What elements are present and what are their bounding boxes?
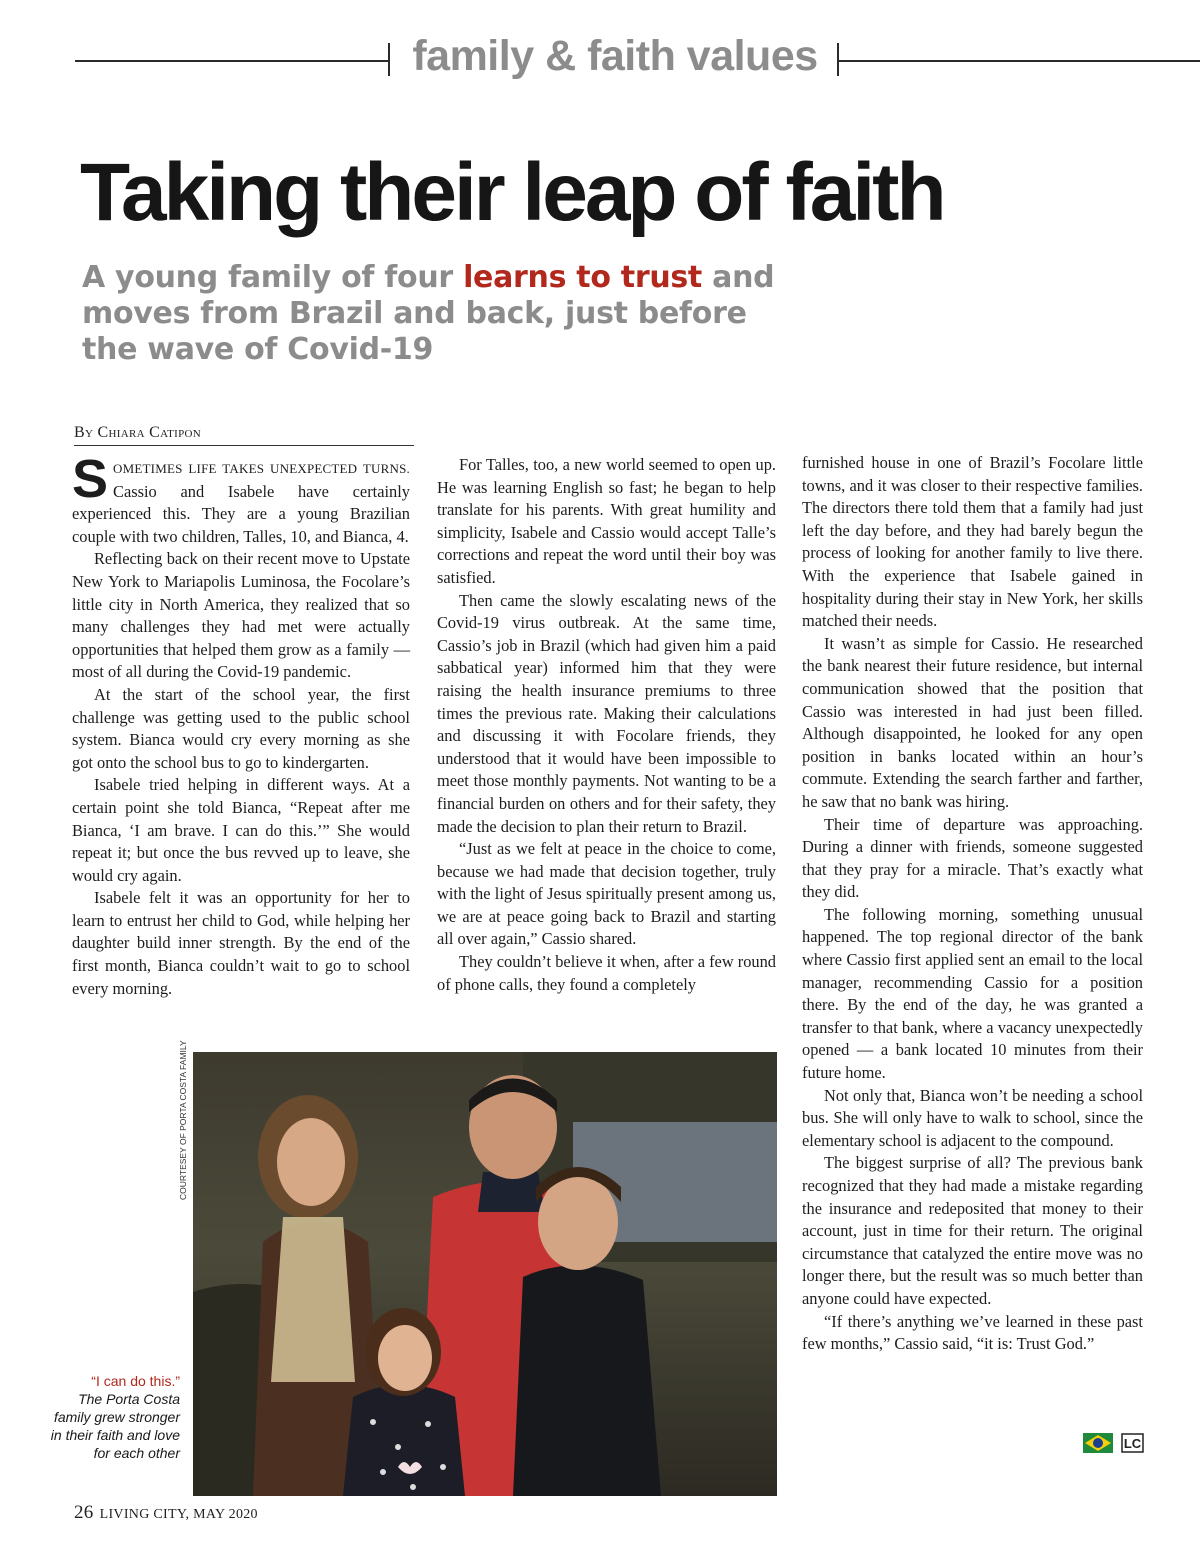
family-photo xyxy=(193,1052,777,1496)
column-2 xyxy=(437,454,776,996)
photo-credit: COURTESEY OF PORTA COSTA FAMILY xyxy=(178,1040,188,1200)
page-footer xyxy=(74,1502,258,1524)
paragraph-continued: furnished house in one of Brazil’s Focolare little towns, and it was closer to their respective families. The directors there told them that a family had just left the day before, and they had barely begun the process of looking for another family to live there. With the experience that Isabele gained in hospitality during their stay in New York, her skills matched their needs. xyxy=(802,453,1143,631)
lead-in: OMETIMES LIFE TAKES UNEXPECTED TURNS. xyxy=(113,461,410,476)
paragraph: The following morning, something unusual happened. The top regional director of the bank where Cassio first applied sent an email to the local manager, recommending Cassio for a position there. By the end of the day, he was granted a transfer to that bank, where a vacancy unexpectedly opened — a bank located 10 minutes from their future home. xyxy=(802,904,1143,1083)
paragraph: The biggest surprise of all? The previous bank recognized that they had made a mistake regarding the insurance and redeposited that money to their account, just in time for their return. The original circumstance that catalyzed the entire move was no longer there, but the result was so much better than anyone could have expected. xyxy=(802,1153,1143,1308)
caption-quote: “I can do this.” xyxy=(91,1373,180,1389)
deck xyxy=(82,260,782,368)
header-rule-right xyxy=(837,60,1200,62)
publication-info: LIVING CITY, MAY 2020 xyxy=(99,1507,258,1522)
column-3 xyxy=(802,452,1143,1356)
end-marks xyxy=(1083,1433,1145,1458)
lead-text: Cassio and Isabele have certainly experienced this. They are a young Brazilian couple with two children, Talles, 10, and Bianca, 4. xyxy=(72,481,410,546)
paragraph: At the start of the school year, the first challenge was getting used to the public school system. Bianca would cry every morning as she got onto the school bus to go to kindergarten. xyxy=(72,684,410,772)
paragraph: For Talles, too, a new world seemed to open up. He was learning English so fast; he began to help translate for his parents. With great humility and simplicity, Isabele and Cassio would accept Talle’s corrections and repeat the word until their boy was satisfied. xyxy=(437,455,776,587)
drop-cap: S xyxy=(72,449,109,509)
paragraph: Their time of departure was approaching. During a dinner with friends, someone suggested that they pray for a miracle. That’s exactly what they did. xyxy=(802,814,1143,902)
lead-paragraph xyxy=(72,449,410,548)
header-rule-left xyxy=(75,60,389,62)
logo-text: LC xyxy=(1123,1436,1142,1451)
paragraph: It wasn’t as simple for Cassio. He researched the bank nearest their future residence, but internal communication showed that the position that Cassio was interested in had just been filled. Although disappointed, he looked for any open position in banks located within an hour’s commute. Extending the search farther and farther, he saw that no bank was hiring. xyxy=(802,633,1143,811)
paragraph: “If there’s anything we’ve learned in these past few months,” Cassio said, “it is: Trust God.” xyxy=(802,1311,1143,1354)
page-number: 26 xyxy=(74,1502,94,1523)
paragraph: Not only that, Bianca won’t be needing a school bus. She will only have to walk to school, since the elementary school is adjacent to the compound. xyxy=(802,1085,1143,1150)
photo-caption xyxy=(40,1372,180,1462)
paragraph: Reflecting back on their recent move to Upstate New York to Mariapolis Luminosa, the Focolare’s little city in North America, they realized that so many challenges they had met were actually opportunities that helped them grow as a family — most of all during the Covid-19 pandemic. xyxy=(72,549,410,682)
paragraph: Isabele tried helping in different ways. At a certain point she told Bianca, “Repeat after me Bianca, ‘I am brave. I can do this.’” She would repeat it; but once the bus revved up to leave, she would cry again. xyxy=(72,775,410,885)
deck-rest: and moves from Brazil and back, just before the wave of Covid-19 xyxy=(82,260,775,367)
deck-highlight: learns to trust xyxy=(463,260,702,295)
living-city-logo-icon xyxy=(1122,1434,1143,1452)
paragraph: They couldn’t believe it when, after a few round of phone calls, they found a completely xyxy=(437,952,776,994)
paragraph: Isabele felt it was an opportunity for her to learn to entrust her child to God, while helping her daughter build inner strength. By the end of the first month, Bianca couldn’t wait to go to school every morning. xyxy=(72,888,410,998)
column-1 xyxy=(72,449,410,1000)
paragraph: “Just as we felt at peace in the choice to come, because we had made that decision together, truly with the light of Jesus spiritually present among us, we are at peace going back to Brazil and starting all over again,” Cassio shared. xyxy=(437,839,776,949)
byline: By Chiara Catipon xyxy=(74,424,414,446)
caption-text: The Porta Costa family grew stronger in their faith and love for each other xyxy=(50,1391,180,1461)
paragraph: Then came the slowly escalating news of the Covid-19 virus outbreak. At the same time, Cassio’s job in Brazil (which had given him a paid sabbatical year) informed him that they were raising the health insurance premiums to three times the previous rate. Making their calculations and discussing it with Focolare friends, they understood that it would have been impossible to meet those monthly payments. Not wanting to be a financial burden on others and for their safety, they made the decision to plan their return to Brazil. xyxy=(437,590,776,836)
deck-lead: A young family of four xyxy=(82,260,464,295)
headline: Taking their leap of faith xyxy=(80,147,944,238)
brazil-flag-icon xyxy=(1083,1433,1113,1453)
section-title: family & faith values xyxy=(412,32,818,80)
header-tick-left xyxy=(388,43,390,76)
